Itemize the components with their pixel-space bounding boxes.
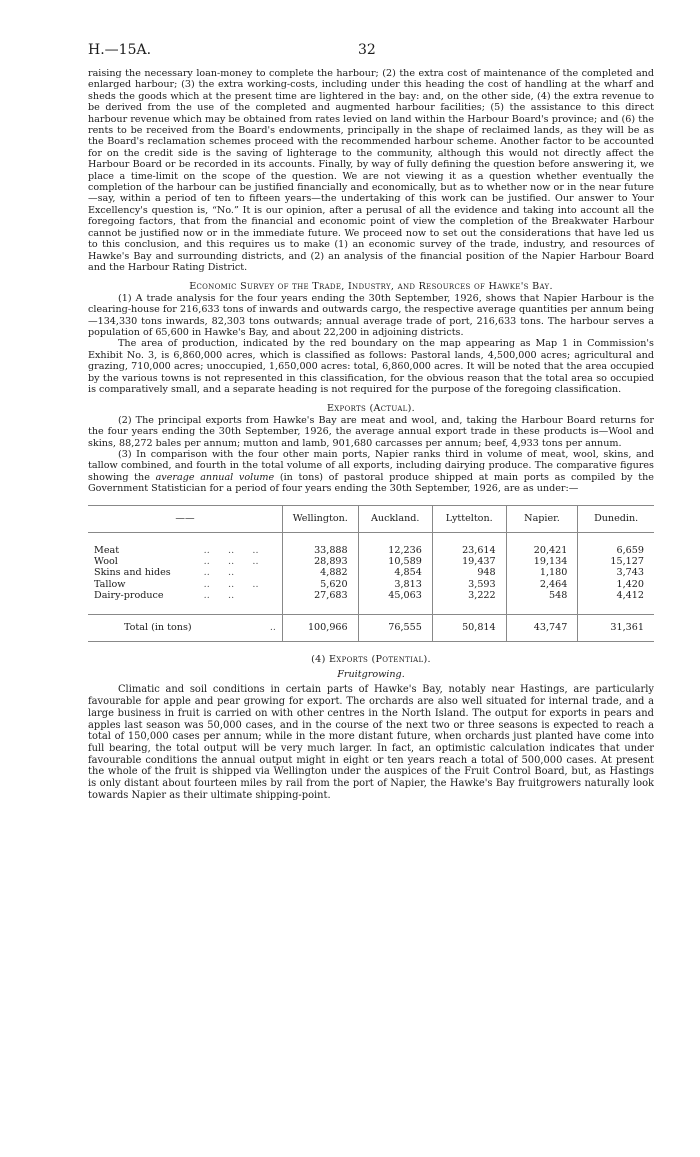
page-number: 32 (358, 42, 376, 58)
page-header (88, 42, 654, 68)
table-row (88, 590, 654, 601)
table-cell: 3,813 (358, 579, 432, 590)
table-cell: 1,420 (578, 579, 654, 590)
leader-dots: .. .. .. (203, 578, 259, 590)
row-label: Skins and hides (94, 567, 171, 579)
table-cell: 15,127 (578, 556, 654, 567)
area-of-production-paragraph: The area of production, indicated by the red boundary on the map appearing as Map 1 in Commission's Exhibit No. 3, is 6,860,000 acres, which is classified as follows: Pastoral lands, 4,500,000 acres; agricultural and grazing, 710,000 acres; unoccupied, 1,650,000 acres: total, 6,860,000 acres. It will be noted that the area occupied by the various towns is not represented in this classification, for the obvious reason that the total area so occupied is comparatively small, and a separate heading is not required for the purpose of the foregoing classification. (88, 338, 654, 395)
table-cell: 4,882 (282, 567, 358, 578)
comparison-text-start: (3) In comparison with the four other main ports, Napier ranks third in volume of meat, wool, skins, and tallow combined, and fourth in the total volume of all exports, including dairying produce. The comparative figures showing the (88, 449, 654, 483)
leader-dots: .. (198, 614, 283, 641)
table-total-row (88, 614, 654, 641)
table-cell: 548 (506, 590, 578, 601)
table-cell: 2,464 (506, 579, 578, 590)
total-cell: 100,966 (282, 614, 358, 641)
column-header: Dunedin. (578, 505, 654, 532)
table-corner: —— (88, 505, 282, 532)
fruitgrowing-paragraph: Climatic and soil conditions in certain parts of Hawke's Bay, notably near Hastings, are particularly favourable for apple and pear growing for export. The orchards are also well situated for internal trade, and a large business in fruit is carried on with other centres in the North Island. The output for exports in pears and apples last season was 50,000 cases, and in the course of the next two or three seasons is expected to reach a total of 150,000 cases per annum; while in the more distant future, when orchards just planted have come into full bearing, the total output will be very much larger. In fact, an optimistic calculation indicates that under favourable conditions the annual output might in eight or ten years reach a total of 500,000 cases. At present the whole of the fruit is shipped via Wellington under the auspices of the Fruit Control Board, but, as Hastings is only distant about fourteen miles by rail from the port of Napier, the Hawke's Bay fruitgrowers naturally look towards Napier as their ultimate shipping-point. (88, 684, 654, 801)
table-header-row (88, 505, 654, 532)
document-reference: H.—15A. (88, 42, 152, 58)
column-header: Wellington. (282, 505, 358, 532)
comparison-paragraph (88, 449, 654, 495)
row-label: Meat (94, 544, 120, 556)
table-cell: 948 (432, 567, 506, 578)
table-cell: 5,620 (282, 579, 358, 590)
table-row (88, 556, 654, 567)
column-header: Lyttelton. (432, 505, 506, 532)
leader-dots: .. .. .. (203, 556, 259, 568)
opening-paragraph: raising the necessary loan-money to complete the harbour; (2) the extra cost of maintenance of the completed and enlarged harbour; (3) the extra working-costs, including under this heading the cost of handling at the wharf and sheds the goods which at the present time are lightered in the bay: and, on the other side, (4) the extra revenue to be derived from the use of the completed and augmented harbour facilities; (5) the assistance to this direct harbour revenue which may be obtained from rates levied on land within the Harbour Board's province; and (6) the rents to be received from the Board's endowments, principally in the shape of reclaimed lands, as they will be as the Board's reclamation schemes proceed with the recommended harbour scheme. Another factor to be accounted for on the credit side is the saving of lighterage to the community, although this would not directly affect the Harbour Board or be recorded in its accounts. Finally, by way of fully defining the question before answering it, we place a time-limit on the scope of the question. We are not viewing it as a question whether eventually the completion of the harbour can be justified financially and economically, but as to whether now or in the near future—say, within a period of ten to fifteen years—the undertaking of this work can be justified. Our answer to Your Excellency's question is, “No.” It is our opinion, after a perusal of all the evidence and taking into account all the foregoing factors, that from the financial and economic point of view the completion of the Breakwater Harbour cannot be justified now or in the immediate future. We proceed now to set out the considerations that have led us to this conclusion, and this requires us to make (1) an economic survey of the trade, industry, and resources of Hawke's Bay and surrounding districts, and (2) an analysis of the financial position of the Napier Harbour Board and the Harbour Rating District. (88, 68, 654, 273)
table-cell: 28,893 (282, 556, 358, 567)
table-cell: 19,437 (432, 556, 506, 567)
table-row (88, 545, 654, 556)
total-cell: 43,747 (506, 614, 578, 641)
row-label: Wool (94, 556, 118, 568)
total-cell: 31,361 (578, 614, 654, 641)
total-cell: 50,814 (432, 614, 506, 641)
table-cell: 4,412 (578, 590, 654, 601)
column-header: Auckland. (358, 505, 432, 532)
section-heading-economic-survey: Economic Survey of the Trade, Industry, and Resources of Hawke's Bay. (189, 281, 553, 293)
section-heading-exports-potential: (4) Exports (Potential). (311, 653, 431, 665)
leader-dots: .. .. (203, 590, 235, 602)
table-cell: 12,236 (358, 545, 432, 556)
table-row (88, 579, 654, 590)
pastoral-produce-table (88, 505, 654, 642)
table-row (88, 567, 654, 578)
table-cell: 23,614 (432, 545, 506, 556)
comparison-italic-phrase: average annual volume (155, 471, 275, 483)
row-label: Tallow (94, 578, 126, 590)
leader-dots: .. .. .. (203, 544, 259, 556)
table-cell: 45,063 (358, 590, 432, 601)
subheading-fruitgrowing: Fruitgrowing. (337, 669, 405, 681)
section-heading-exports-actual: Exports (Actual). (326, 403, 416, 415)
principal-exports-paragraph: (2) The principal exports from Hawke's Bay are meat and wool, and, taking the Harbour Board returns for the four years ending the 30th September, 1926, the average annual export trade in these products is—Wool and skins, 88,272 bales per annum; mutton and lamb, 901,680 carcasses per annum; beef, 4,933 tons per annum. (88, 414, 654, 449)
row-label: Dairy-produce (94, 590, 164, 602)
trade-analysis-paragraph: (1) A trade analysis for the four years ending the 30th September, 1926, shows that Napier Harbour is the clearing-house for 216,633 tons of inwards and outwards cargo, the respective average quantities per annum being—134,330 tons inwards, 82,303 tons outwards; annual average trade of port, 216,633 tons. The harbour serves a population of 65,600 in Hawke's Bay, and about 22,200 in adjoining districts. (88, 292, 654, 338)
table-cell: 27,683 (282, 590, 358, 601)
document-page (88, 42, 654, 802)
table-cell: 3,743 (578, 567, 654, 578)
total-label: Total (in tons) (88, 614, 198, 641)
table-cell: 3,222 (432, 590, 506, 601)
comparison-text-end: (in tons) of pastoral produce shipped at main ports as compiled by the Government Statistician for a period of four years ending the 30th September, 1926, are as under:— (88, 471, 654, 495)
table-cell: 19,134 (506, 556, 578, 567)
total-cell: 76,555 (358, 614, 432, 641)
table-cell: 33,888 (282, 545, 358, 556)
table-cell: 6,659 (578, 545, 654, 556)
table-cell: 1,180 (506, 567, 578, 578)
table-cell: 4,854 (358, 567, 432, 578)
table-cell: 3,593 (432, 579, 506, 590)
table-cell: 20,421 (506, 545, 578, 556)
leader-dots: .. .. (203, 567, 235, 579)
table-cell: 10,589 (358, 556, 432, 567)
column-header: Napier. (506, 505, 578, 532)
